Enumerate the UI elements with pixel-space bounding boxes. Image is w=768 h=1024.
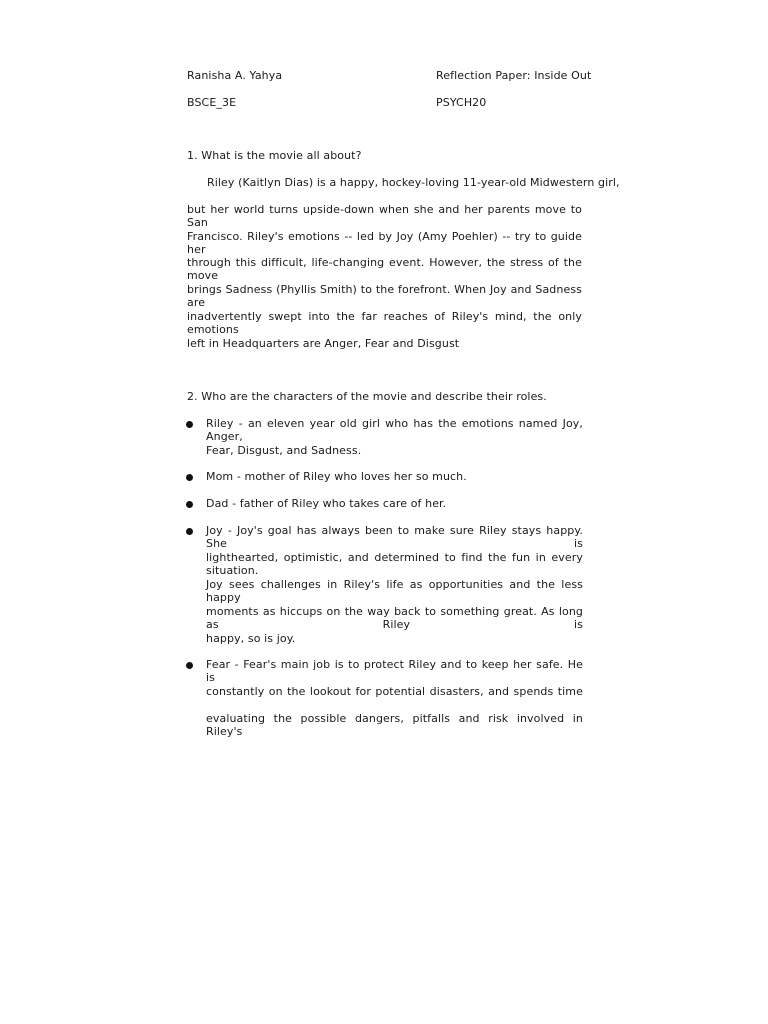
author-name: Ranisha A. Yahya [187, 69, 283, 82]
list-item-line: happy, so is joy. [206, 632, 296, 645]
bullet-icon [186, 421, 193, 428]
paragraph-line: Riley (Kaitlyn Dias) is a happy, hockey-loving 11-year-old Midwestern girl, [207, 176, 620, 189]
list-item-line: lighthearted, optimistic, and determined to find the fun in every situation. [206, 551, 583, 577]
bullet-icon [186, 501, 193, 508]
list-item-line: Dad - father of Riley who takes care of her. [206, 497, 447, 510]
list-item-line: Riley - an eleven year old girl who has the emotions named Joy, Anger, [206, 417, 583, 443]
list-item-line: Joy sees challenges in Riley's life as opportunities and the less happy [206, 578, 583, 604]
bullet-icon [186, 528, 193, 535]
bullet-icon [186, 662, 193, 669]
list-item-line: moments as hiccups on the way back to something great. As long as Riley is [206, 605, 583, 631]
paragraph-line: but her world turns upside-down when she and her parents move to San [187, 203, 582, 229]
list-item-line: Joy - Joy's goal has always been to make sure Riley stays happy. She is [206, 524, 583, 550]
paragraph-line: left in Headquarters are Anger, Fear and Disgust [187, 337, 460, 350]
list-item-line: constantly on the lookout for potential disasters, and spends time [206, 685, 583, 698]
paragraph-line: Francisco. Riley's emotions -- led by Joy (Amy Poehler) -- try to guide her [187, 230, 582, 256]
section-code: BSCE_3E [187, 96, 237, 109]
list-item-line: Fear, Disgust, and Sadness. [206, 444, 362, 457]
question-2: 2. Who are the characters of the movie and describe their roles. [187, 390, 547, 403]
paper-title: Reflection Paper: Inside Out [436, 69, 592, 82]
question-1: 1. What is the movie all about? [187, 149, 362, 162]
list-item-line: Mom - mother of Riley who loves her so much. [206, 470, 467, 483]
list-item-line: Fear - Fear's main job is to protect Riley and to keep her safe. He is [206, 658, 583, 684]
paragraph-line: through this difficult, life-changing event. However, the stress of the move [187, 256, 582, 282]
list-item-line: evaluating the possible dangers, pitfalls and risk involved in Riley's [206, 712, 583, 738]
paragraph-line: inadvertently swept into the far reaches of Riley's mind, the only emotions [187, 310, 582, 336]
bullet-icon [186, 474, 193, 481]
course-code: PSYCH20 [436, 96, 487, 109]
paragraph-line: brings Sadness (Phyllis Smith) to the forefront. When Joy and Sadness are [187, 283, 582, 309]
